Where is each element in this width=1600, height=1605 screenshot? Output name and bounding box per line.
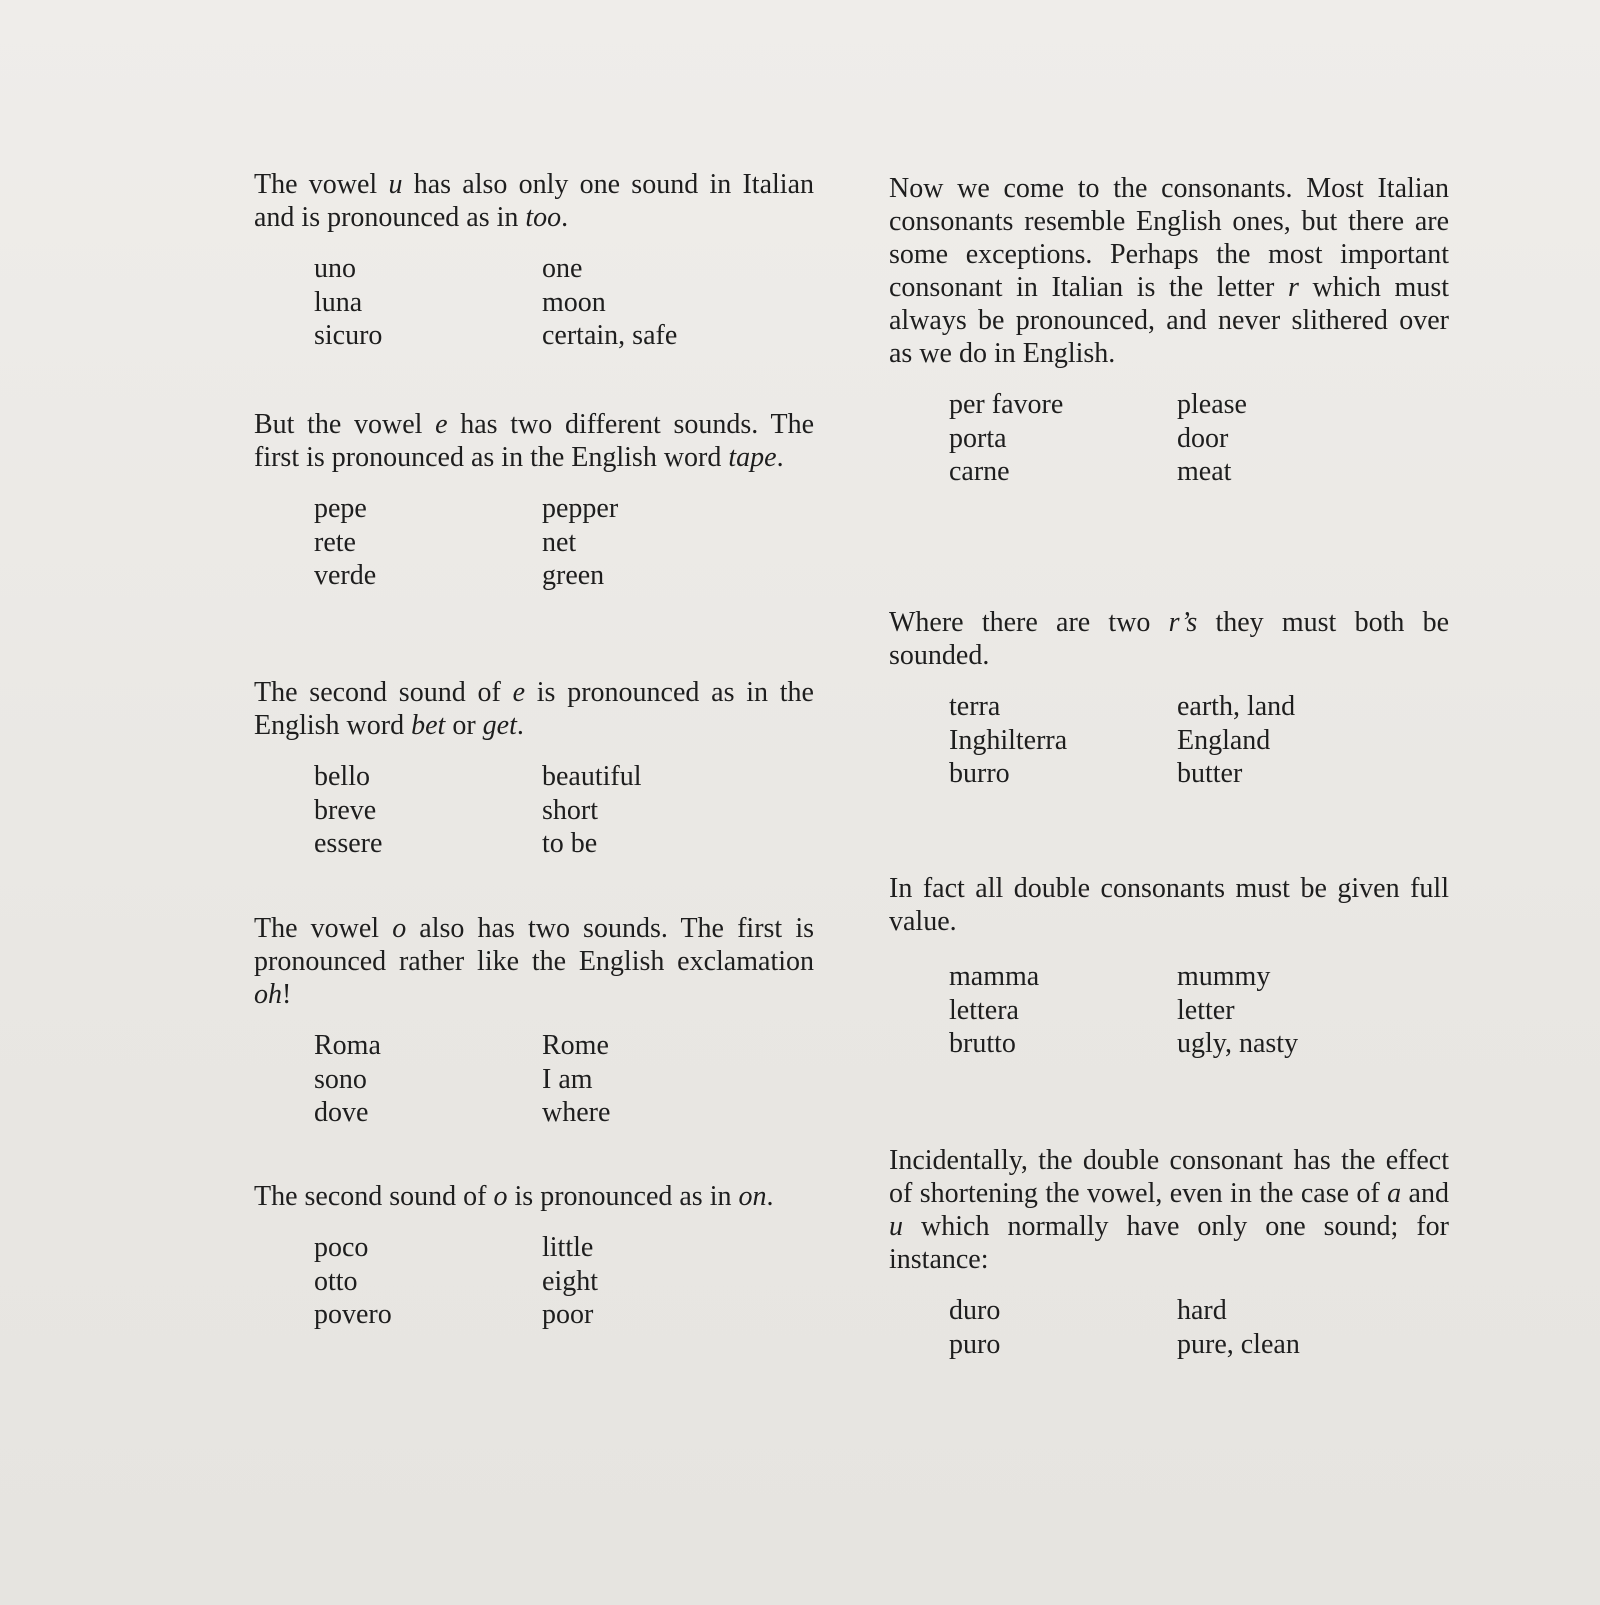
italian-word: Inghilterra <box>949 724 1068 756</box>
italian-word: breve <box>314 794 377 826</box>
word-list <box>949 960 1449 1061</box>
english-translation: net <box>542 526 577 558</box>
italian-word: mamma <box>949 961 1040 992</box>
italian-word: lettera <box>949 994 1019 1026</box>
text-run: they must both be sounded. <box>889 607 1450 671</box>
english-translation: England <box>1177 724 1271 756</box>
text-run: . <box>776 442 784 473</box>
word-pair <box>949 1328 1449 1362</box>
italic-text: too <box>525 202 562 233</box>
word-pair <box>314 286 814 320</box>
italian-word: luna <box>314 286 363 318</box>
text-run: . <box>561 202 569 233</box>
word-pair <box>949 960 1449 994</box>
italic-text: u <box>889 1211 903 1242</box>
italic-text: e <box>435 409 448 440</box>
section-consonant-r <box>889 172 1449 489</box>
word-pair <box>949 422 1449 456</box>
section-vowel-o-second <box>254 1180 814 1332</box>
word-list <box>314 1231 814 1332</box>
text-run: The vowel <box>254 913 393 944</box>
text-run: The second sound of <box>254 1181 494 1212</box>
english-translation: door <box>1177 422 1229 454</box>
italian-word: pepe <box>314 493 367 524</box>
english-translation: pure, clean <box>1177 1328 1300 1360</box>
italian-word: puro <box>949 1328 1001 1360</box>
word-pair <box>949 388 1449 422</box>
word-pair <box>949 1027 1449 1061</box>
word-pair <box>314 526 814 560</box>
word-list <box>949 388 1449 489</box>
text-run: is pronounced as in <box>507 1181 739 1212</box>
text-run: Incidentally, the double consonant has the effect of shortening the vowel, even in the case of <box>889 1145 1449 1209</box>
word-pair <box>314 1265 814 1299</box>
word-list <box>314 1029 814 1130</box>
italic-text: r’s <box>1168 607 1198 638</box>
section-vowel-u <box>254 168 814 353</box>
paragraph <box>889 1144 1449 1276</box>
paragraph <box>254 1180 814 1213</box>
word-pair <box>314 760 814 794</box>
italian-word: verde <box>314 560 377 591</box>
text-run: also has two sounds. The first is pronounced rather like the English exclamation <box>254 913 814 977</box>
english-translation: poor <box>542 1299 594 1330</box>
text-run: or <box>445 710 483 741</box>
english-translation: hard <box>1177 1295 1227 1326</box>
paragraph <box>254 676 814 742</box>
italian-word: rete <box>314 526 356 558</box>
word-list <box>314 760 814 861</box>
italic-text: a <box>1387 1178 1402 1209</box>
word-pair <box>949 757 1449 791</box>
paragraph <box>254 168 814 234</box>
text-run: The vowel <box>254 169 389 200</box>
english-translation: beautiful <box>542 761 642 792</box>
word-list <box>314 492 814 593</box>
english-translation: butter <box>1177 758 1243 789</box>
italian-word: duro <box>949 1295 1001 1326</box>
word-pair <box>314 1096 814 1130</box>
section-vowel-e-second <box>254 676 814 861</box>
word-pair <box>949 994 1449 1028</box>
italian-word: carne <box>949 456 1010 487</box>
section-double-r <box>889 606 1449 791</box>
section-vowel-e-first <box>254 408 814 593</box>
text-run: has two different sounds. The first is pronounced as in the English word <box>254 409 814 473</box>
paragraph <box>889 872 1449 938</box>
italic-text: o <box>392 913 407 944</box>
english-translation: certain, safe <box>542 320 678 351</box>
text-run: is pronounced as in the English word <box>254 677 814 741</box>
english-translation: ugly, nasty <box>1177 1028 1299 1059</box>
english-translation: little <box>542 1232 594 1263</box>
word-pair <box>314 252 814 286</box>
english-translation: one <box>542 253 583 284</box>
italian-word: povero <box>314 1299 392 1330</box>
italic-text: tape <box>728 442 777 473</box>
italic-text: o <box>493 1181 508 1212</box>
english-translation: where <box>542 1097 611 1128</box>
italian-word: per favore <box>949 389 1064 420</box>
italic-text: oh <box>254 979 282 1010</box>
text-run: But the vowel <box>254 409 436 440</box>
italic-text: r <box>1287 272 1299 303</box>
word-pair <box>314 492 814 526</box>
english-translation: please <box>1177 389 1247 420</box>
italian-word: brutto <box>949 1028 1016 1059</box>
italian-word: burro <box>949 758 1010 789</box>
paragraph <box>254 912 814 1011</box>
text-run: The second sound of <box>254 677 513 708</box>
word-pair <box>314 1063 814 1097</box>
text-run: Now we come to the consonants. Most Italian consonants resemble English ones, but there are some exceptions. Perhaps the most important consonant in Italian is the letter <box>889 173 1449 303</box>
paragraph <box>254 408 814 474</box>
english-translation: meat <box>1177 456 1232 487</box>
word-pair <box>949 724 1449 758</box>
text-run: Where there are two <box>889 607 1169 638</box>
word-pair <box>314 1231 814 1265</box>
text-run: In fact all double consonants must be given full value. <box>889 873 1449 937</box>
word-list <box>949 690 1449 791</box>
word-pair <box>314 1298 814 1332</box>
text-run: which normally have only one sound; for instance: <box>889 1211 1449 1275</box>
english-translation: eight <box>542 1265 598 1297</box>
word-list <box>314 252 814 353</box>
italian-word: terra <box>949 691 1001 722</box>
word-list <box>949 1294 1449 1361</box>
italic-text: get <box>482 710 517 741</box>
italian-word: otto <box>314 1265 358 1297</box>
text-run: . <box>516 710 524 741</box>
paragraph <box>889 606 1449 672</box>
english-translation: pepper <box>542 493 619 524</box>
italian-word: sicuro <box>314 320 383 351</box>
english-translation: green <box>542 560 605 591</box>
paragraph <box>889 172 1449 370</box>
english-translation: short <box>542 794 598 826</box>
italic-text: u <box>388 169 403 200</box>
english-translation: earth, land <box>1177 691 1296 722</box>
italian-word: bello <box>314 761 370 792</box>
english-translation: letter <box>1177 994 1235 1026</box>
italian-word: poco <box>314 1232 369 1263</box>
word-pair <box>949 690 1449 724</box>
text-run: has also only one sound in Italian and is pronounced as in <box>254 169 814 233</box>
word-pair <box>314 827 814 861</box>
section-vowel-o-first <box>254 912 814 1130</box>
italian-word: uno <box>314 253 356 284</box>
italic-text: e <box>512 677 525 708</box>
text-run: which must always be pronounced, and never slithered over as we do in English. <box>889 272 1449 369</box>
word-pair <box>314 559 814 593</box>
italian-word: porta <box>949 422 1007 454</box>
word-pair <box>314 1029 814 1063</box>
english-translation: to be <box>542 828 598 859</box>
italic-text: bet <box>411 710 446 741</box>
italic-text: on <box>738 1181 767 1212</box>
text-run: . <box>766 1181 774 1212</box>
section-shortening <box>889 1144 1449 1361</box>
italian-word: Roma <box>314 1030 381 1061</box>
text-run: ! <box>282 979 292 1010</box>
english-translation: mummy <box>1177 961 1271 992</box>
word-pair <box>314 319 814 353</box>
italian-word: dove <box>314 1097 369 1128</box>
english-translation: I am <box>542 1063 593 1095</box>
english-translation: moon <box>542 286 606 318</box>
section-double-consonants <box>889 872 1449 1061</box>
english-translation: Rome <box>542 1030 609 1061</box>
word-pair <box>949 1294 1449 1328</box>
text-run: and <box>1401 1178 1449 1209</box>
word-pair <box>314 794 814 828</box>
italian-word: essere <box>314 828 383 859</box>
italian-word: sono <box>314 1063 367 1095</box>
word-pair <box>949 455 1449 489</box>
